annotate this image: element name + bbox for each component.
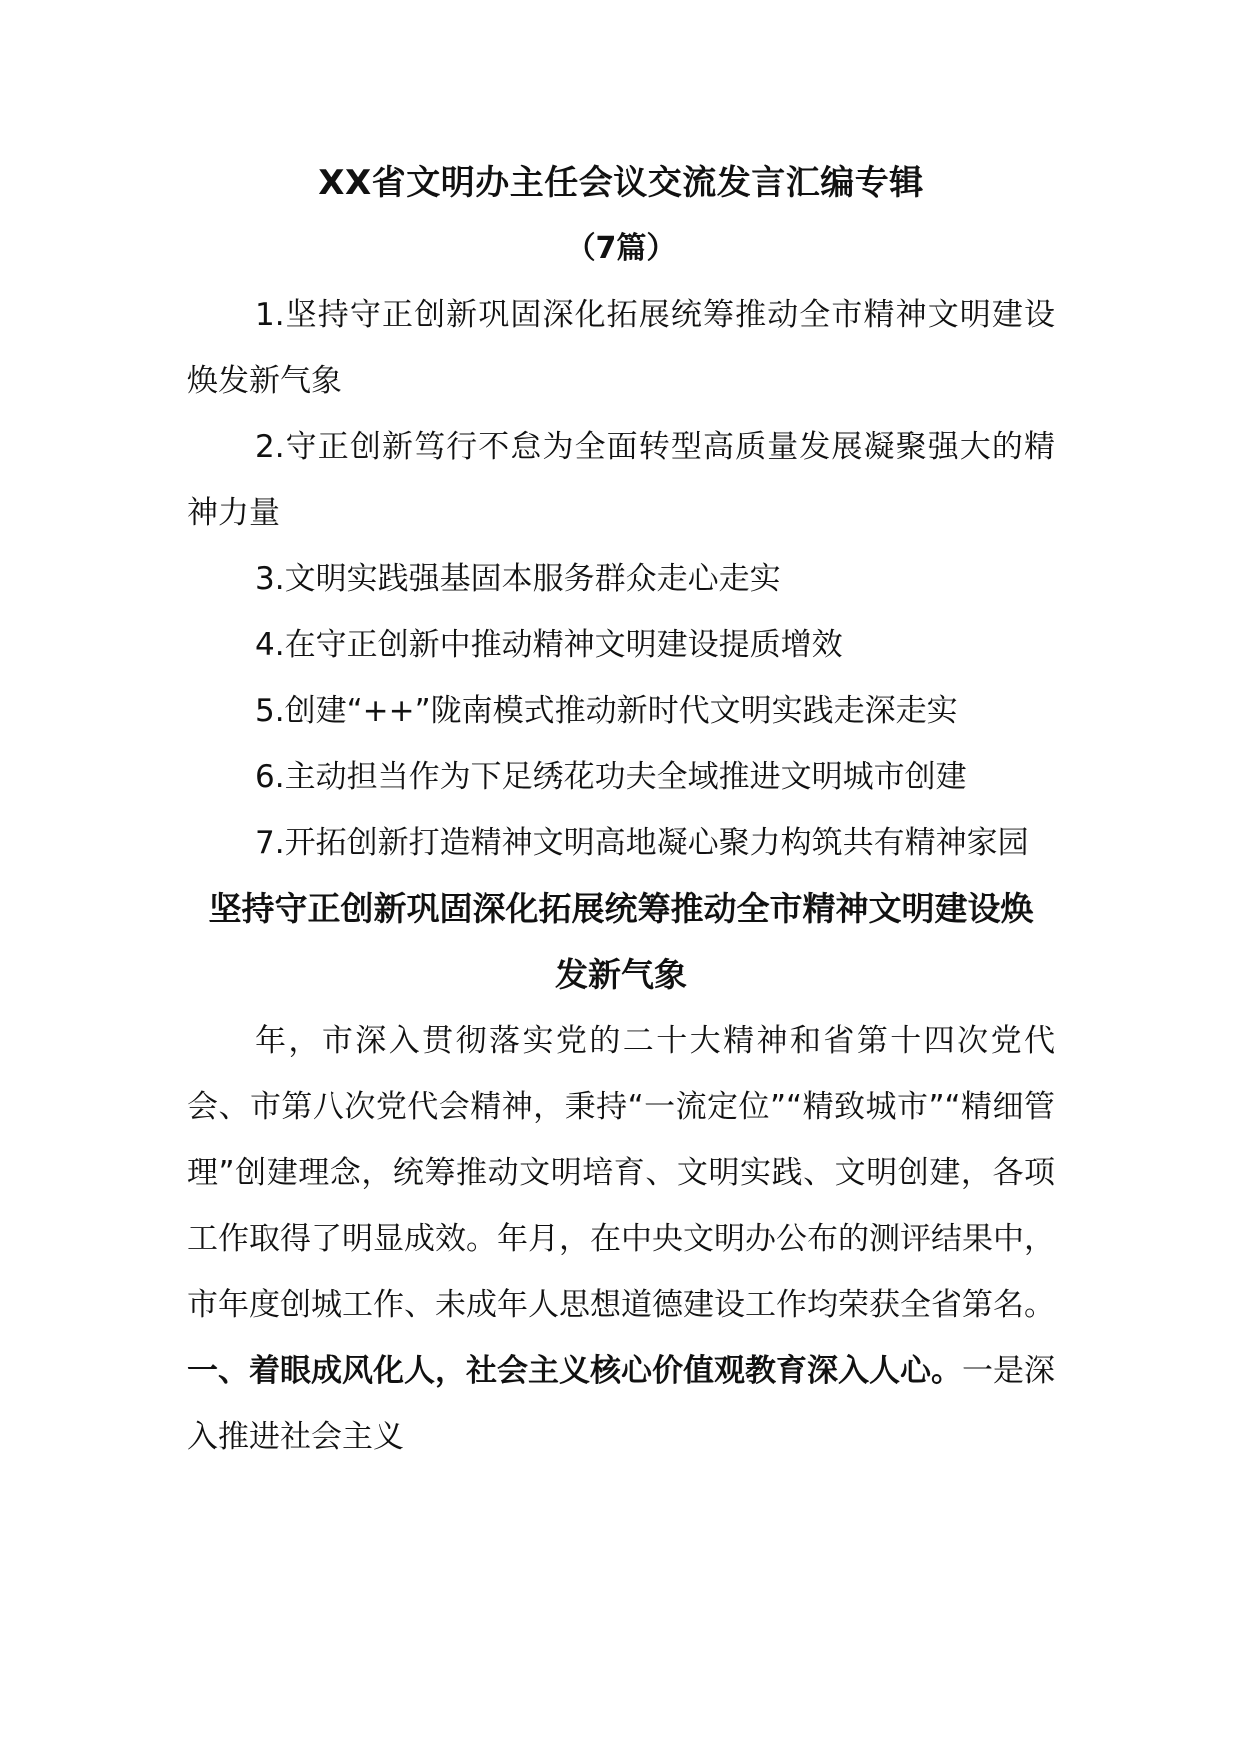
toc-item-3: 3.文明实践强基固本服务群众走心走实 — [255, 561, 781, 597]
toc-item-5: 5.创建“++”陇南模式推动新时代文明实践走深走实 — [255, 693, 958, 729]
table-of-contents — [187, 282, 1055, 876]
document-count: （7篇） — [565, 231, 677, 266]
toc-item-7: 7.开拓创新打造精神文明高地凝心聚力构筑共有精神家园 — [255, 825, 1029, 861]
section-title: 坚持守正创新巩固深化拓展统筹推动全市精神文明建设焕发新气象 — [208, 889, 1034, 994]
body-text-intro: 年，市深入贯彻落实党的二十大精神和省第十四次党代会、市第八次党代会精神，秉持“一流定位”“精致城市”“精细管理”创建理念，统筹推动文明培育、文明实践、文明创建，各项工作取得了明显成效。年月，在中央文明办公布的测评结果中，市年度创城工作、未成年人思想道德建设工作均荣获全省第名。 — [187, 1023, 1055, 1323]
toc-item-4: 4.在守正创新中推动精神文明建设提质增效 — [255, 627, 843, 663]
toc-item-2: 2.守正创新笃行不怠为全面转型高质量发展凝聚强大的精神力量 — [187, 429, 1055, 531]
document-page — [187, 150, 1055, 1470]
document-title: XX省文明办主任会议交流发言汇编专辑 — [318, 163, 924, 203]
body-heading-1: 一、着眼成风化人，社会主义核心价值观教育深入人心。 — [187, 1353, 962, 1389]
toc-item-6: 6.主动担当作为下足绣花功夫全域推进文明城市创建 — [255, 759, 967, 795]
toc-item-1: 1.坚持守正创新巩固深化拓展统筹推动全市精神文明建设焕发新气象 — [187, 297, 1055, 399]
body-text-continued: 一是深入推进社会主义 — [187, 1353, 1055, 1455]
body-paragraph — [187, 1008, 1055, 1470]
